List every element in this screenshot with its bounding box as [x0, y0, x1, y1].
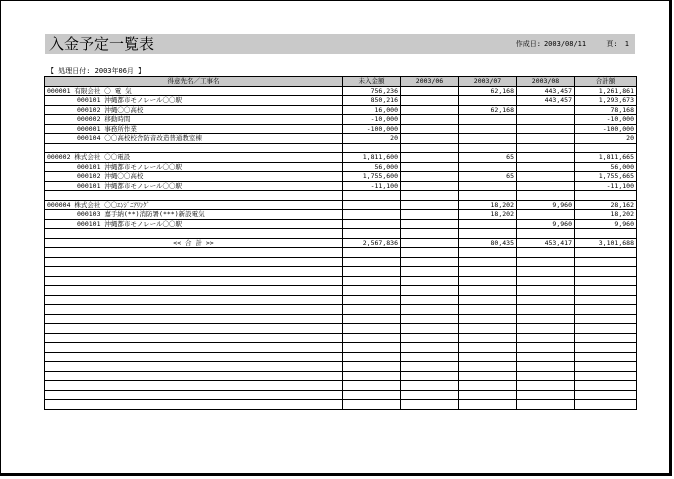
table-row [45, 115, 637, 125]
cell-c2 [401, 200, 459, 210]
table-row [45, 96, 637, 106]
empty-row [45, 371, 637, 381]
header-total: 合計額 [575, 77, 637, 87]
cell-c4: 9,960 [517, 219, 575, 229]
cell-c5: 1,755,665 [575, 172, 637, 182]
cell-name-text: 000102 沖縄〇〇高校 [77, 172, 144, 181]
empty-row [45, 267, 637, 277]
cell-c4 [517, 229, 575, 239]
empty-cell [401, 381, 459, 391]
cell-c4 [517, 153, 575, 163]
cell-c5: 1,811,665 [575, 153, 637, 163]
empty-cell [517, 333, 575, 343]
empty-row [45, 248, 637, 258]
empty-cell [343, 257, 401, 267]
empty-cell [45, 390, 343, 400]
empty-cell [343, 343, 401, 353]
empty-cell [517, 324, 575, 334]
empty-cell [45, 286, 343, 296]
cell-c5: 56,000 [575, 162, 637, 172]
cell-c5: 1,293,673 [575, 96, 637, 106]
empty-cell [575, 305, 637, 315]
empty-cell [459, 390, 517, 400]
empty-cell [575, 248, 637, 258]
report-title: 入金予定一覧表 [49, 35, 155, 53]
cell-c4 [517, 172, 575, 182]
table-body [45, 86, 637, 409]
cell-name [45, 124, 343, 134]
cell-name-text: 000101 沖縄都市モノレール〇〇駅 [77, 219, 182, 228]
cell-name [45, 210, 343, 220]
cell-c2 [401, 238, 459, 248]
cell-c2 [401, 191, 459, 201]
empty-cell [343, 305, 401, 315]
empty-cell [401, 295, 459, 305]
empty-row [45, 295, 637, 305]
cell-c3 [459, 143, 517, 153]
empty-cell [45, 400, 343, 410]
empty-cell [459, 257, 517, 267]
empty-cell [343, 248, 401, 258]
empty-cell [45, 352, 343, 362]
cell-c2 [401, 210, 459, 220]
cell-c3 [459, 96, 517, 106]
empty-cell [517, 248, 575, 258]
empty-cell [401, 324, 459, 334]
empty-cell [517, 390, 575, 400]
payment-schedule-table [44, 76, 637, 410]
empty-cell [459, 333, 517, 343]
empty-cell [575, 371, 637, 381]
empty-row [45, 257, 637, 267]
empty-cell [45, 371, 343, 381]
empty-cell [459, 371, 517, 381]
cell-name-text: 000101 沖縄都市モノレール〇〇駅 [77, 181, 182, 190]
cell-c3 [459, 191, 517, 201]
empty-cell [517, 352, 575, 362]
page-number: 1 [624, 40, 629, 48]
cell-c2 [401, 124, 459, 134]
empty-cell [401, 362, 459, 372]
cell-c5: 20 [575, 134, 637, 144]
empty-cell [343, 362, 401, 372]
empty-cell [45, 333, 343, 343]
empty-cell [343, 371, 401, 381]
empty-cell [343, 324, 401, 334]
cell-c3 [459, 162, 517, 172]
cell-name-text: 000004 株式会社 〇〇ｴﾝｼﾞﾆｱﾘﾝｸﾞ [47, 200, 150, 209]
empty-cell [401, 267, 459, 277]
cell-c5 [575, 191, 637, 201]
empty-cell [343, 333, 401, 343]
cell-c4: 443,457 [517, 86, 575, 96]
cell-c4 [517, 143, 575, 153]
cell-name [45, 134, 343, 144]
empty-cell [517, 295, 575, 305]
empty-cell [459, 276, 517, 286]
table-row [45, 210, 637, 220]
empty-row [45, 276, 637, 286]
table-row [45, 229, 637, 239]
empty-cell [459, 324, 517, 334]
empty-cell [517, 371, 575, 381]
table-row [45, 134, 637, 144]
cell-c5: 1,261,861 [575, 86, 637, 96]
cell-c4 [517, 191, 575, 201]
empty-cell [45, 267, 343, 277]
cell-c1 [343, 191, 401, 201]
empty-cell [459, 381, 517, 391]
cell-c2 [401, 229, 459, 239]
empty-row [45, 286, 637, 296]
cell-name [45, 115, 343, 125]
empty-cell [343, 400, 401, 410]
empty-cell [459, 267, 517, 277]
empty-cell [459, 314, 517, 324]
cell-c1: -11,100 [343, 181, 401, 191]
empty-cell [517, 362, 575, 372]
cell-c5: 28,162 [575, 200, 637, 210]
table-row [45, 124, 637, 134]
empty-row [45, 314, 637, 324]
empty-cell [575, 390, 637, 400]
cell-c1: 56,000 [343, 162, 401, 172]
cell-c3: 65 [459, 153, 517, 163]
header-unpaid: 未入金額 [343, 77, 401, 87]
cell-c2 [401, 143, 459, 153]
empty-cell [517, 314, 575, 324]
empty-row [45, 390, 637, 400]
cell-c5: 78,168 [575, 105, 637, 115]
total-row [45, 238, 637, 248]
cell-c3: 65 [459, 172, 517, 182]
empty-cell [45, 295, 343, 305]
empty-cell [575, 324, 637, 334]
cell-c3 [459, 115, 517, 125]
empty-row [45, 324, 637, 334]
cell-c4 [517, 134, 575, 144]
cell-c2 [401, 162, 459, 172]
cell-name-text: 000002 移動時間 [77, 115, 131, 124]
cell-c3: 18,202 [459, 200, 517, 210]
cell-c1 [343, 210, 401, 220]
empty-cell [45, 343, 343, 353]
cell-c3 [459, 181, 517, 191]
cell-c1 [343, 143, 401, 153]
empty-cell [575, 276, 637, 286]
cell-c5: 9,960 [575, 219, 637, 229]
table-row [45, 86, 637, 96]
empty-cell [401, 371, 459, 381]
empty-row [45, 343, 637, 353]
cell-name-text: 000102 沖縄〇〇高校 [77, 105, 144, 114]
cell-name [45, 238, 343, 248]
empty-cell [517, 305, 575, 315]
cell-c5: -10,000 [575, 115, 637, 125]
empty-cell [45, 381, 343, 391]
cell-c1: 20 [343, 134, 401, 144]
empty-cell [45, 276, 343, 286]
empty-cell [343, 381, 401, 391]
title-bar [45, 34, 635, 54]
empty-cell [343, 314, 401, 324]
cell-name-text: << 合 計 >> [173, 238, 214, 247]
created-date: 2003/08/11 [543, 40, 587, 48]
table-row [45, 200, 637, 210]
cell-c3: 62,168 [459, 105, 517, 115]
cell-c3: 62,168 [459, 86, 517, 96]
empty-cell [517, 276, 575, 286]
empty-cell [343, 352, 401, 362]
cell-c1: 756,236 [343, 86, 401, 96]
cell-c1 [343, 229, 401, 239]
empty-row [45, 381, 637, 391]
cell-c3 [459, 134, 517, 144]
cell-c4: 453,417 [517, 238, 575, 248]
empty-cell [343, 295, 401, 305]
empty-cell [343, 276, 401, 286]
header-2003-07: 2003/07 [459, 77, 517, 87]
cell-name [45, 191, 343, 201]
empty-cell [401, 248, 459, 258]
empty-cell [575, 343, 637, 353]
cell-name [45, 105, 343, 115]
empty-cell [517, 257, 575, 267]
empty-cell [45, 362, 343, 372]
empty-cell [575, 400, 637, 410]
empty-row [45, 333, 637, 343]
empty-row [45, 352, 637, 362]
created-label: 作成日: [515, 40, 541, 48]
cell-c2 [401, 172, 459, 182]
cell-c2 [401, 181, 459, 191]
empty-cell [401, 343, 459, 353]
cell-c5 [575, 143, 637, 153]
empty-cell [459, 305, 517, 315]
empty-cell [575, 286, 637, 296]
empty-cell [401, 390, 459, 400]
empty-cell [459, 362, 517, 372]
cell-c2 [401, 134, 459, 144]
table-row [45, 143, 637, 153]
cell-name-text: 000002 株式会社 〇〇電設 [47, 153, 131, 162]
empty-cell [401, 276, 459, 286]
cell-name [45, 143, 343, 153]
empty-cell [459, 248, 517, 258]
table-row [45, 162, 637, 172]
cell-name [45, 86, 343, 96]
cell-name [45, 96, 343, 106]
empty-cell [517, 400, 575, 410]
cell-c3 [459, 219, 517, 229]
empty-cell [459, 352, 517, 362]
cell-c3 [459, 229, 517, 239]
table-row [45, 172, 637, 182]
cell-name-text: 000104 〇〇高校校舎防音改造普通教室棟 [77, 134, 202, 143]
cell-c1: -10,000 [343, 115, 401, 125]
cell-c2 [401, 219, 459, 229]
cell-c2 [401, 86, 459, 96]
empty-cell [401, 314, 459, 324]
cell-c4 [517, 124, 575, 134]
processing-date: 【 処理日付: 2003年06月 】 [47, 67, 146, 75]
cell-name [45, 219, 343, 229]
cell-c4 [517, 181, 575, 191]
cell-c4 [517, 210, 575, 220]
cell-c2 [401, 115, 459, 125]
table-header-row [45, 77, 637, 87]
empty-cell [517, 267, 575, 277]
cell-name [45, 172, 343, 182]
empty-cell [575, 314, 637, 324]
cell-c4 [517, 162, 575, 172]
cell-c4 [517, 105, 575, 115]
empty-cell [45, 248, 343, 258]
table-row [45, 181, 637, 191]
cell-c2 [401, 153, 459, 163]
cell-c5 [575, 229, 637, 239]
cell-c3 [459, 124, 517, 134]
cell-c4: 9,960 [517, 200, 575, 210]
header-2003-08: 2003/08 [517, 77, 575, 87]
cell-c1: 16,000 [343, 105, 401, 115]
empty-row [45, 305, 637, 315]
cell-c1: -100,000 [343, 124, 401, 134]
empty-cell [45, 314, 343, 324]
page-label: 頁: [606, 40, 618, 48]
empty-cell [401, 305, 459, 315]
empty-cell [575, 352, 637, 362]
cell-c5: 18,202 [575, 210, 637, 220]
table-row [45, 191, 637, 201]
empty-cell [517, 381, 575, 391]
empty-cell [517, 286, 575, 296]
cell-c1 [343, 219, 401, 229]
cell-c1: 850,216 [343, 96, 401, 106]
empty-cell [343, 390, 401, 400]
empty-cell [343, 286, 401, 296]
cell-name-text: 000001 有限会社 〇 電 気 [47, 86, 132, 95]
cell-c3: 80,435 [459, 238, 517, 248]
cell-c1: 1,811,600 [343, 153, 401, 163]
cell-name [45, 181, 343, 191]
cell-name-text: 000103 嘉手納(**)消防署(***)新設電気 [77, 210, 205, 219]
empty-cell [45, 305, 343, 315]
empty-cell [459, 295, 517, 305]
empty-cell [575, 257, 637, 267]
empty-cell [401, 400, 459, 410]
header-customer: 得意先名／工事名 [45, 77, 343, 87]
cell-name [45, 229, 343, 239]
cell-c4: 443,457 [517, 96, 575, 106]
empty-cell [401, 257, 459, 267]
table-row [45, 105, 637, 115]
cell-name-text: 000001 事務所作業 [77, 124, 137, 133]
cell-c1: 1,755,600 [343, 172, 401, 182]
empty-cell [459, 286, 517, 296]
empty-cell [575, 381, 637, 391]
empty-cell [459, 400, 517, 410]
cell-c1: 2,567,836 [343, 238, 401, 248]
cell-c5: -100,000 [575, 124, 637, 134]
cell-c2 [401, 96, 459, 106]
cell-name-text: 000101 沖縄都市モノレール〇〇駅 [77, 96, 182, 105]
cell-c1 [343, 200, 401, 210]
empty-row [45, 400, 637, 410]
header-2003-06: 2003/06 [401, 77, 459, 87]
table-row [45, 219, 637, 229]
empty-cell [45, 324, 343, 334]
empty-cell [45, 257, 343, 267]
empty-cell [401, 352, 459, 362]
cell-c4 [517, 115, 575, 125]
cell-c2 [401, 105, 459, 115]
empty-cell [575, 267, 637, 277]
cell-name [45, 153, 343, 163]
cell-c5: -11,100 [575, 181, 637, 191]
empty-cell [575, 333, 637, 343]
empty-cell [459, 343, 517, 353]
empty-cell [575, 362, 637, 372]
empty-cell [343, 267, 401, 277]
table-row [45, 153, 637, 163]
cell-name [45, 162, 343, 172]
report-meta [513, 39, 629, 49]
cell-name-text: 000101 沖縄都市モノレール〇〇駅 [77, 162, 182, 171]
empty-cell [517, 343, 575, 353]
empty-cell [401, 286, 459, 296]
empty-cell [575, 295, 637, 305]
cell-name [45, 200, 343, 210]
cell-c3: 18,202 [459, 210, 517, 220]
empty-cell [401, 333, 459, 343]
cell-c5: 3,101,688 [575, 238, 637, 248]
empty-row [45, 362, 637, 372]
